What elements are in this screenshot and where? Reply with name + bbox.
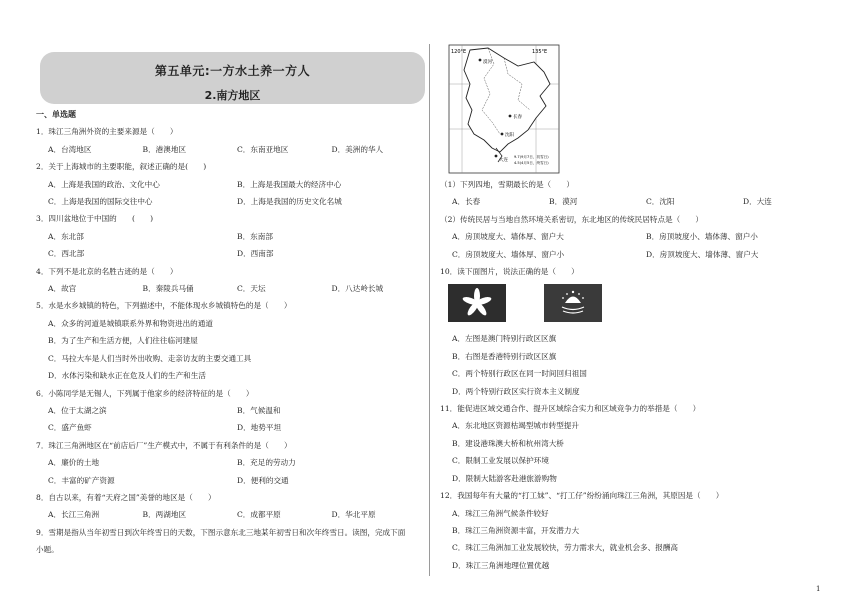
question-9-line1: 9．雪期是指从当年初雪日到次年终雪日的天数，下图示意东北三地某年初雪日和次年终雪日。读图，完成下面 <box>36 527 406 537</box>
answer-option: A．长江三角洲 <box>48 510 100 520</box>
options-row <box>36 280 426 297</box>
answer-option: D．美洲的华人 <box>331 144 384 154</box>
answer-option: A．东北部 <box>48 231 84 241</box>
answer-option: B．气候温和 <box>237 405 281 415</box>
options-row <box>36 419 426 436</box>
question-9-line2: 小题。 <box>36 545 59 555</box>
answer-option: C．两个特别行政区在同一时间回归祖国 <box>452 369 587 379</box>
answer-option: C．天坛 <box>237 284 266 294</box>
answer-option: A．上海是我国的政治、文化中心 <box>48 179 160 189</box>
question-stem: 7．珠江三角洲地区在“前店后厂”生产模式中，不属于有利条件的是（ ） <box>36 440 292 450</box>
options-row <box>36 454 426 471</box>
answer-option: D．水体污染和缺水正在危及人们的生产和生活 <box>48 371 206 381</box>
question-stem: 4．下列不是北京的名胜古迹的是（ ） <box>36 266 178 276</box>
answer-option: C．马拉大车是人们当时外出收购、走亲访友的主要交通工具 <box>48 353 252 363</box>
changchun-dot <box>509 115 512 118</box>
question-stem: 3．四川盆地位于中国的 ( ) <box>36 214 154 224</box>
options-row <box>440 228 840 245</box>
answer-option: C．上海是我国的国际交往中心 <box>48 197 153 207</box>
answer-option: D．华北平原 <box>331 510 376 520</box>
answer-option: C．沈阳 <box>646 197 675 207</box>
answer-option: B．充足的劳动力 <box>237 458 296 468</box>
answer-option: C．限制工业发展以保护环境 <box>452 456 549 466</box>
answer-option: D．八达岭长城 <box>331 284 384 294</box>
options-row <box>36 472 426 489</box>
question-stem: 1．珠江三角洲外资的主要来源是（ ） <box>36 127 178 137</box>
answer-option: C．珠江三角洲加工业发展较快，劳力需求大，就业机会多、报酬高 <box>452 543 679 553</box>
flag-image-right <box>544 284 602 322</box>
unit-title: 第五单元:一方水土养一方人 <box>154 64 311 78</box>
options-row <box>36 245 426 262</box>
answer-option: B．上海是我国最大的经济中心 <box>237 179 342 189</box>
answer-option: B．漠河 <box>549 197 578 207</box>
title-banner <box>40 52 425 104</box>
options-row <box>440 193 840 210</box>
answer-option: A．东北地区资源枯竭型城市转型提升 <box>452 421 579 431</box>
mohe-dot <box>479 59 482 62</box>
lesson-title: 2.南方地区 <box>204 89 261 102</box>
answer-option: D．珠江三角洲地理位置优越 <box>452 560 550 570</box>
answer-option: A．房顶坡度大、墙体厚、窗户大 <box>452 232 564 242</box>
right-column <box>440 176 840 574</box>
options-row <box>440 246 840 263</box>
left-column <box>36 106 426 559</box>
options-row <box>36 193 426 210</box>
answer-option: D．大连 <box>743 197 772 207</box>
answer-option: C．房顶坡度大、墙体厚、窗户小 <box>452 249 565 259</box>
answer-option: A．位于太湖之滨 <box>48 405 107 415</box>
page-number: 1 <box>816 585 821 593</box>
options-row <box>36 402 426 419</box>
answer-option: A．众多的河道是城镇联系外界和物资进出的通道 <box>48 318 213 328</box>
answer-option: B．房顶坡度小、墙体薄、窗户小 <box>646 232 758 242</box>
question-stem: 2．关于上海城市的主要职能，叙述正确的是( ) <box>36 162 207 172</box>
options-row <box>36 228 426 245</box>
place-label-1: 漠河 <box>483 60 492 65</box>
answer-option: C．盛产鱼虾 <box>48 423 92 433</box>
question-stem: 10．读下面图片，说法正确的是（ ） <box>440 267 579 277</box>
dalian-dot <box>495 155 498 158</box>
lon-label-1: 120°E <box>451 49 467 55</box>
column-divider <box>429 44 430 576</box>
flag-image-left <box>448 284 506 322</box>
answer-option: B．建设港珠澳大桥和杭州湾大桥 <box>452 438 564 448</box>
answer-option: A．故宫 <box>48 284 77 294</box>
question-stem: 8．自古以来，有着“天府之国”美誉的地区是（ ） <box>36 492 216 502</box>
question-stem: 5．水是水乡城镇的特色，下列描述中，不能体现水乡城镇特色的是（ ） <box>36 301 292 311</box>
flag-images <box>448 284 840 324</box>
question-stem: 12．我国每年有大量的“打工妹”、“打工仔”纷纷涌向珠江三角洲，其原因是（ ） <box>440 491 724 501</box>
answer-option: A．台湾地区 <box>48 144 92 154</box>
place-label-3: 大连 <box>499 158 508 163</box>
answer-option: D．房顶坡度大、墙体薄、窗户大 <box>646 249 759 259</box>
answer-option: B．秦陵兵马俑 <box>142 284 194 294</box>
answer-option: B．右图是香港特别行政区区旗 <box>452 351 557 361</box>
question-stem: （2）传统民居与当地自然环境关系密切，东北地区的传统民居特点是（ ） <box>440 214 704 224</box>
legend-line-1: 9.7(9月7日，初雪日) <box>514 155 549 159</box>
answer-option: B．珠江三角洲资源丰富，开发潜力大 <box>452 525 580 535</box>
answer-option: C．成都平原 <box>237 510 281 520</box>
answer-option: D．上海是我国的历史文化名城 <box>237 197 342 207</box>
answer-option: A．廉价的土地 <box>48 458 100 468</box>
question-stem: 11．能促进区域交通合作、提升区域综合实力和区域竞争力的举措是（ ） <box>440 404 701 414</box>
answer-option: D．地势平坦 <box>237 423 282 433</box>
place-label-4: 沈阳 <box>505 133 514 138</box>
legend-line-2: 4.5(4月5日，终雪日) <box>514 161 549 165</box>
answer-option: D．西南部 <box>237 249 274 259</box>
question-stem: 6．小陈同学是无锡人，下列属于他家乡的经济特征的是（ ） <box>36 388 254 398</box>
northeast-china-map <box>448 44 560 174</box>
section-title: 一、单选题 <box>36 110 76 119</box>
answer-option: A．珠江三角洲气候条件较好 <box>452 508 549 518</box>
answer-option: D．两个特别行政区实行资本主义制度 <box>452 386 580 396</box>
question-stem: （1）下列四地，雪期最长的是（ ） <box>440 180 574 189</box>
answer-option: C．丰富的矿产资源 <box>48 475 115 485</box>
answer-option: D．限制大陆游客赴港旅游购物 <box>452 473 557 483</box>
shenyang-dot <box>501 133 504 136</box>
options-row <box>36 176 426 193</box>
right-question-list <box>440 176 840 574</box>
left-question-list <box>36 123 426 523</box>
answer-option: B．港澳地区 <box>142 144 187 154</box>
answer-option: D．便利的交通 <box>237 475 289 485</box>
answer-option: A．左图是澳门特别行政区区旗 <box>452 334 557 344</box>
answer-option: A．长春 <box>452 197 481 207</box>
answer-option: B．两湖地区 <box>142 510 187 520</box>
answer-option: C．西北部 <box>48 249 85 259</box>
lon-label-2: 135°E <box>532 49 548 55</box>
answer-option: B．为了生产和生活方便，人们往往临河建屋 <box>48 336 198 346</box>
place-label-2: 长春 <box>513 115 522 120</box>
answer-option: B．东南部 <box>237 231 273 241</box>
options-row <box>36 506 426 523</box>
options-row <box>36 141 426 158</box>
answer-option: C．东南亚地区 <box>237 144 289 154</box>
